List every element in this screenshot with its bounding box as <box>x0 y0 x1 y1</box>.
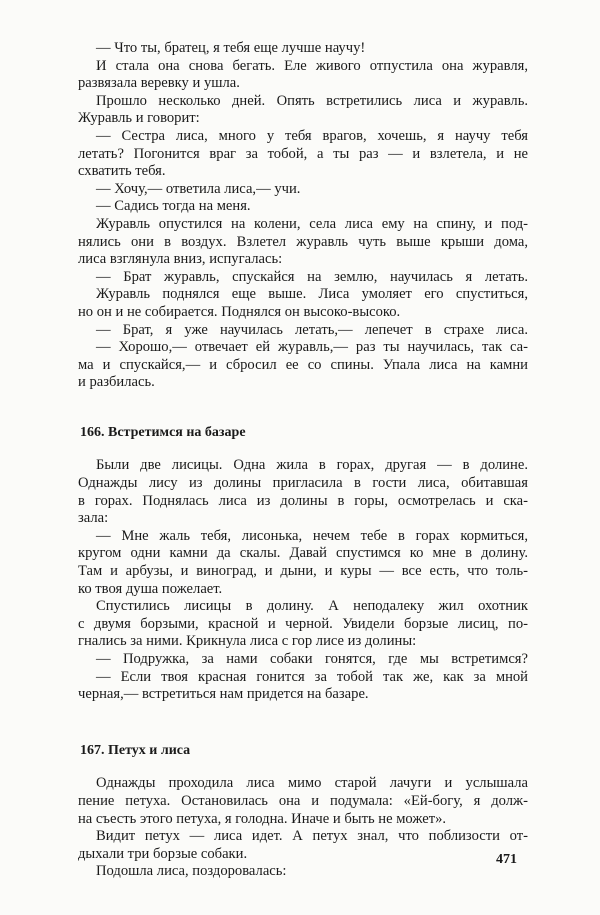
text-line: Спустились лисицы в долину. А неподалеку жил охотник <box>96 598 528 615</box>
text-line: лиса взглянула вниз, испугалась: <box>78 251 283 268</box>
text-line: И стала она снова бегать. Еле живого отпустила она журавля, <box>96 57 528 74</box>
text-line: с двумя борзыми, красной и черной. Увидели борзые лисиц, по- <box>78 615 528 632</box>
text-line: ма и спускайся,— и сбросил ее со спины. Упала лиса на камни <box>78 356 528 373</box>
text-line: — Подружка, за нами собаки гонятся, где мы встретимся? <box>96 651 528 667</box>
text-line: — Мне жаль тебя, лисонька, нечем тебе в горах кормиться, <box>96 527 528 544</box>
text-line: зала: <box>78 510 109 527</box>
text-line: дыхали три борзые собаки. <box>78 845 248 862</box>
text-line: — Хорошо,— отвечает ей журавль,— раз ты научилась, так са- <box>96 339 528 356</box>
text-line: Прошло несколько дней. Опять встретились лиса и журавль. <box>96 92 528 109</box>
text-line: на съесть этого петуха, я голодна. Иначе и быть не может». <box>78 810 447 827</box>
text-line: Однажды лису из долины пригласила в гости лиса, обитавшая <box>78 475 528 492</box>
text-line: но он и не собирается. Поднялся он высоко-высоко. <box>78 303 401 320</box>
section-heading-167: 167. Петух и лиса <box>80 742 191 758</box>
text-line: — Если твоя красная гонится за тобой так же, как за мной <box>96 668 528 685</box>
text-line: гнались за ними. Крикнула лиса с гор лисе из долины: <box>78 633 417 650</box>
text-line: Журавль и говорит: <box>78 110 200 127</box>
text-line: Видит петух — лиса идет. А петух знал, что поблизости от- <box>96 828 528 845</box>
text-line: летать? Погонится враг за тобой, а ты раз — и взлетела, и не <box>78 145 528 162</box>
text-line: — Сестра лиса, много у тебя врагов, хочешь, я научу тебя <box>96 127 528 144</box>
text-line: схватить тебя. <box>78 163 166 180</box>
text-line: в горах. Поднялась лиса из долины в горы, осмотрелась и ска- <box>78 492 528 509</box>
page-number: 471 <box>496 852 517 867</box>
text-line: Подошла лиса, поздоровалась: <box>96 863 287 880</box>
text-line: Там и арбузы, и виноград, и дыни, и куры — все есть, что толь- <box>78 563 528 580</box>
text-line: — Садись тогда на меня. <box>96 198 251 215</box>
text-line: Журавль поднялся еще выше. Лиса умоляет его спуститься, <box>96 286 528 303</box>
text-line: Были две лисицы. Одна жила в горах, другая — в долине. <box>96 457 528 474</box>
text-line: нялись они в воздух. Взлетел журавль чуть выше крыши дома, <box>78 233 528 250</box>
text-line: развязала веревку и ушла. <box>78 75 240 92</box>
text-line: кругом одни камни да скалы. Давай спустимся ко мне в долину. <box>78 545 528 562</box>
page-text <box>78 40 528 881</box>
text-line: — Что ты, братец, я тебя еще лучше научу! <box>96 40 366 56</box>
text-line: Однажды проходила лиса мимо старой лачуги и услышала <box>96 775 528 792</box>
text-line: — Брат журавль, спускайся на землю, научилась я летать. <box>96 268 528 285</box>
section-heading-166: 166. Встретимся на базаре <box>80 424 246 440</box>
text-line: черная,— встретиться нам придется на базаре. <box>78 686 369 703</box>
story-top <box>78 40 528 392</box>
story-166 <box>78 457 528 703</box>
text-line: ко твоя душа пожелает. <box>78 580 223 597</box>
text-line: Журавль опустился на колени, села лиса ему на спину, и под- <box>96 215 528 232</box>
text-line: — Хочу,— ответила лиса,— учи. <box>96 180 301 197</box>
text-line: и разбилась. <box>78 374 155 391</box>
text-line: пение петуха. Остановилась она и подумала: «Ей-богу, я долж- <box>78 792 528 809</box>
text-line: — Брат, я уже научилась летать,— лепечет в страхе лиса. <box>96 321 528 338</box>
story-167 <box>78 775 528 881</box>
